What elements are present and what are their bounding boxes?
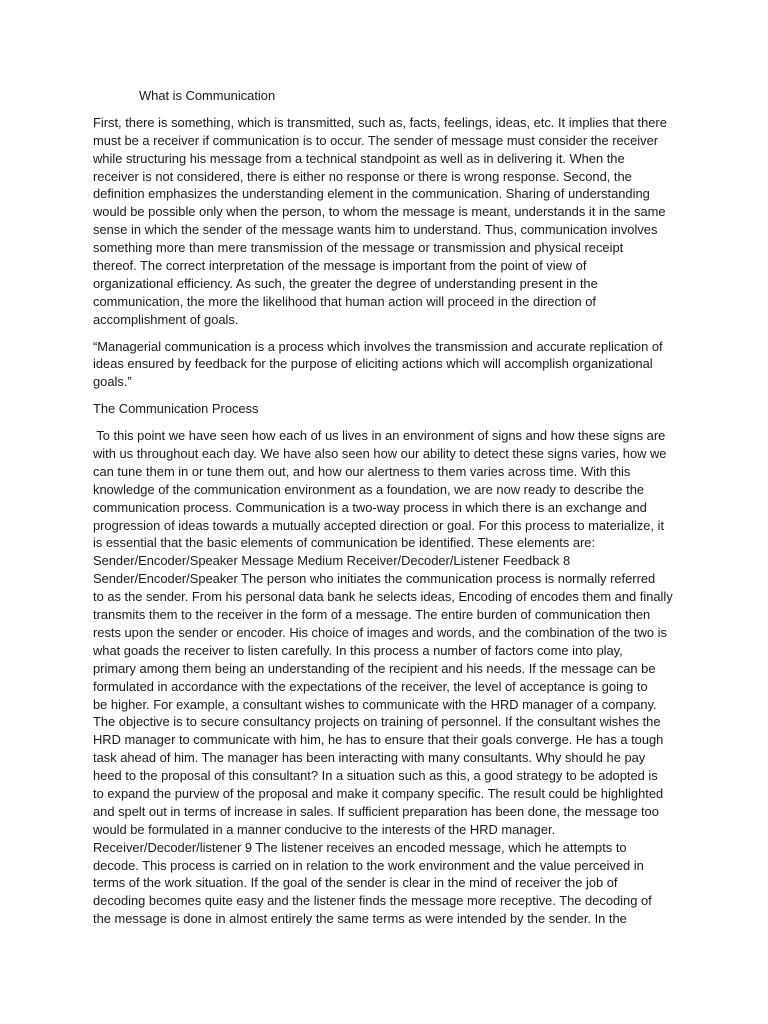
text-line: knowledge of the communication environment as a foundation, we are now ready to describe the (93, 481, 645, 497)
section-heading: The Communication Process (93, 401, 259, 417)
text-line: The objective is to secure consultancy projects on training of personnel. If the consultant wishes the (93, 714, 661, 730)
text-line: HRD manager to communicate with him, he has to ensure that their goals converge. He has a tough (93, 732, 664, 748)
spacer (93, 105, 677, 114)
text-line: with us throughout each day. We have also seen how our ability to detect these signs varies, how we (93, 446, 667, 462)
text-line: would be formulated in a manner conducive to the interests of the HRD manager. (93, 821, 556, 837)
text-line: the message is done in almost entirely the same terms as were intended by the sender. In the (93, 911, 627, 927)
quote-paragraph (93, 338, 677, 392)
text-line: and spelt out in terms of increase in sales. If sufficient preparation has been done, the message too (93, 803, 659, 819)
text-line: sense in which the sender of the message wants him to understand. Thus, communication involves (93, 222, 658, 238)
text-line: progression of ideas towards a mutually accepted direction or goal. For this process to materialize, it (93, 517, 665, 533)
text-line: can tune them in or tune them out, and how our alertness to them varies across time. With this (93, 463, 631, 479)
text-line: what goads the receiver to listen carefully. In this process a number of factors come into play, (93, 642, 623, 658)
text-line: be higher. For example, a consultant wishes to communicate with the HRD manager of a company. (93, 696, 657, 712)
text-line: while structuring his message from a technical standpoint as well as in delivering it. When the (93, 150, 625, 166)
text-line: thereof. The correct interpretation of the message is important from the point of view of (93, 258, 587, 274)
text-line: decode. This process is carried on in relation to the work environment and the value perceived in (93, 857, 644, 873)
text-line: decoding becomes quite easy and the listener finds the message more receptive. The decoding of (93, 893, 652, 909)
document-title: What is Communication (139, 88, 276, 103)
text-line: must be a receiver if communication is to occur. The sender of message must consider the receiver (93, 132, 659, 148)
text-line: Sender/Encoder/Speaker Message Medium Receiver/Decoder/Listener Feedback 8 (93, 553, 571, 569)
text-line: to expand the purview of the proposal and make it company specific. The result could be highlighted (93, 785, 664, 801)
text-line: task ahead of him. The manager has been interacting with many consultants. Why should he pay (93, 750, 646, 766)
text-line: transmits them to the receiver in the form of a message. The entire burden of communication then (93, 607, 651, 623)
text-line: rests upon the sender or encoder. His choice of images and words, and the combination of the two is (93, 624, 667, 640)
text-line: ideas ensured by feedback for the purpose of eliciting actions which will accomplish organizational (93, 356, 653, 372)
text-line: accomplishment of goals. (93, 311, 239, 327)
spacer (93, 329, 677, 338)
text-line: would be possible only when the person, to whom the message is meant, understands it in the same (93, 204, 666, 220)
text-line: primary among them being an understanding of the recipient and his needs. If the message can be (93, 660, 656, 676)
text-line: to as the sender. From his personal data bank he selects ideas, Encoding of encodes them and finally (93, 589, 673, 605)
text-line: receiver is not considered, there is either no response or there is wrong response. Second, the (93, 168, 632, 184)
paragraph-process (93, 427, 677, 928)
spacer (93, 418, 677, 427)
text-line: First, there is something, which is transmitted, such as, facts, feelings, ideas, etc. It implies that there (93, 114, 667, 130)
spacer (93, 391, 677, 400)
text-line: something more than mere transmission of the message or transmission and physical receipt (93, 240, 624, 256)
text-line: Receiver/Decoder/listener 9 The listener receives an encoded message, which he attempts to (93, 839, 627, 855)
text-line: formulated in accordance with the expectations of the receiver, the level of acceptance is going to (93, 678, 648, 694)
text-line: To this point we have seen how each of us lives in an environment of signs and how these signs are (93, 428, 666, 444)
text-line: heed to the proposal of this consultant? In a situation such as this, a good strategy to be adopted is (93, 768, 658, 784)
document-page (93, 87, 677, 928)
text-line: is essential that the basic elements of communication be identified. These elements are: (93, 535, 596, 551)
text-line: terms of the work situation. If the goal of the sender is clear in the mind of receiver the job of (93, 875, 618, 891)
text-line: definition emphasizes the understanding element in the communication. Sharing of understanding (93, 186, 650, 202)
text-line: Sender/Encoder/Speaker The person who initiates the communication process is normally referred (93, 571, 656, 587)
text-line: goals.” (93, 374, 132, 390)
text-line: “Managerial communication is a process which involves the transmission and accurate replication of (93, 338, 663, 354)
text-line: organizational efficiency. As such, the greater the degree of understanding present in the (93, 275, 598, 291)
paragraph-definition (93, 114, 677, 329)
text-line: communication process. Communication is a two-way process in which there is an exchange and (93, 499, 647, 515)
text-line: communication, the more the likelihood that human action will proceed in the direction of (93, 293, 597, 309)
